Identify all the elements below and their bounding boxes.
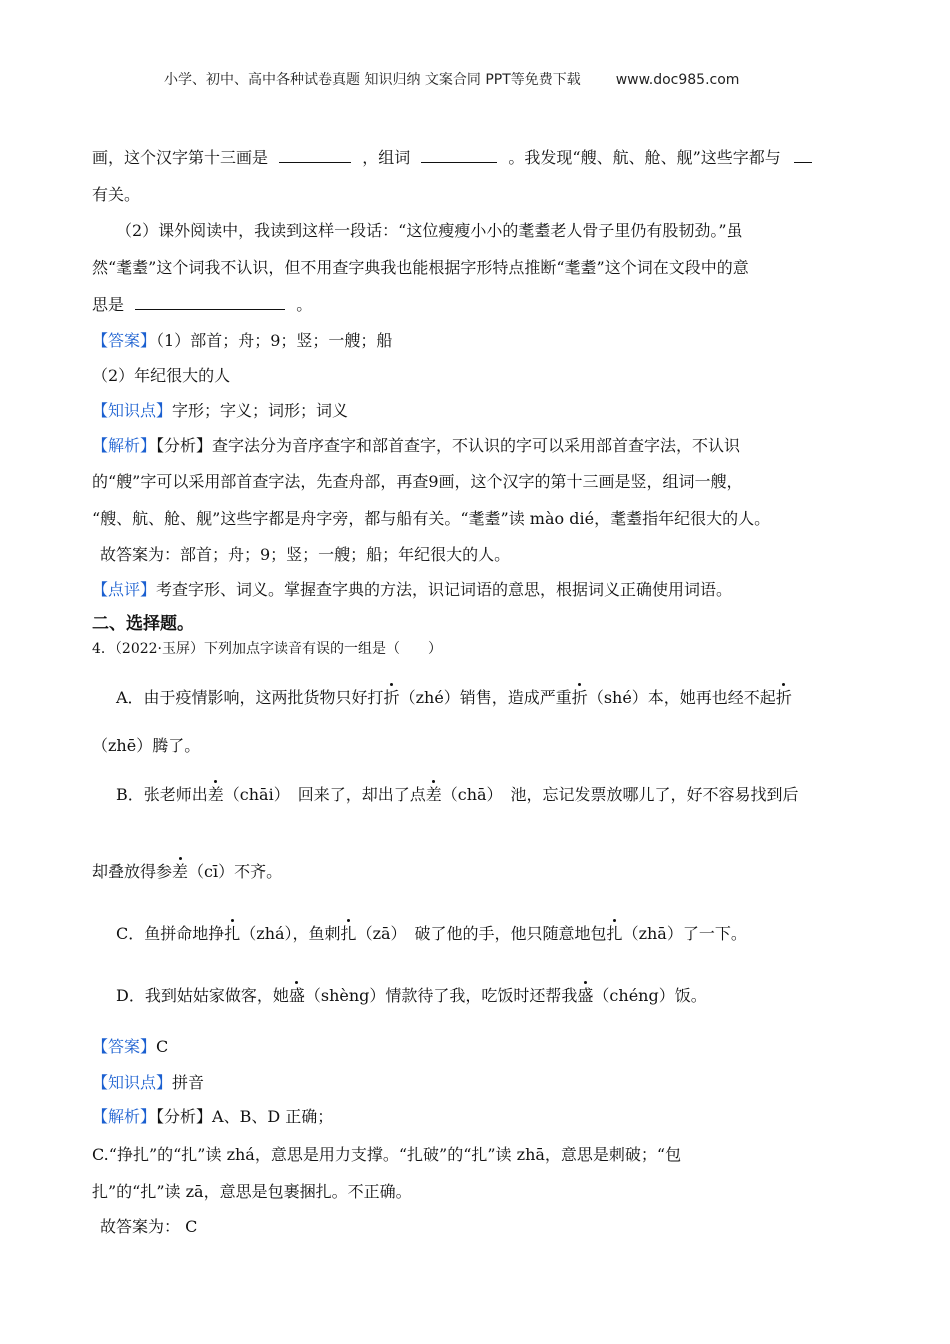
header-url: www.doc985.com [615,72,740,88]
q4-option-a-line2: （zhē）腾了。 [92,736,201,755]
q3-answer: 【答案】（1）部首；舟；9；竖；一艘；船 [92,331,393,350]
answer-label: 【答案】 [92,331,157,350]
dotted-char: 扎 [340,924,357,943]
q4-option-a-line1: A．由于疫情影响，这两批货物只好打折（zhé）销售，造成严重折（shé）本，她再也经不起折 [116,688,792,707]
dotted-char: 折 [571,688,588,707]
q3-comment: 【点评】考查字形、词义。掌握查字典的方法，识记词语的意思，根据词义正确使用词语。 [92,580,733,599]
q4-knowledge-point: 【知识点】拼音 [92,1073,205,1092]
dotted-char: 差 [172,862,189,881]
q4-option-b-line2: 却叠放得参差（cī）不齐。 [92,862,283,881]
q4-option-c: C．鱼拼命地挣扎（zhá），鱼刺扎（zā） 破了他的手，他只随意地包扎（zhā）了一下。 [116,924,747,943]
knowledge-point-label: 【知识点】 [92,1073,173,1092]
q3-answer-2: （2）年纪很大的人 [92,366,231,385]
q4-stem: 4．（2022·玉屏）下列加点字读音有误的一组是（ ） [92,641,442,657]
q4-answer: 【答案】C [92,1037,169,1056]
q3-analysis-line3: “艘、航、舱、舰”这些字都是舟字旁，都与船有关。“耄耋”读 mào dié，耄耋指年纪很大的人。 [92,509,771,528]
analysis-label: 【解析】 [92,436,157,455]
answer-blank [279,148,351,163]
dotted-char: 盛 [577,986,594,1005]
q3-part2-line1: （2）课外阅读中，我读到这样一段话：“这位瘦瘦小小的耄耋老人骨子里仍有股韧劲。”虽 [116,221,743,240]
answer-blank [421,148,497,163]
dotted-char: 扎 [606,924,623,943]
header-text: 小学、初中、高中各种试卷真题 知识归纳 文案合同 PPT等免费下载 [164,72,581,88]
q3-part2-line2: 然“耄耋”这个词我不认识，但不用查字典我也能根据字形特点推断“耄耋”这个词在文段中的意 [92,258,749,277]
q3-knowledge-point: 【知识点】字形；字义；词形；词义 [92,401,349,420]
page-header [164,70,739,90]
q3-analysis-line2: 的“艘”字可以采用部首查字法，先查舟部，再查9画，这个汉字的第十三画是竖，组词一艘， [92,472,743,491]
section-title: 二、选择题。 [92,614,194,634]
q3-analysis-line1: 【解析】【分析】查字法分为音序查字和部首查字，不认识的字可以采用部首查字法，不认识 [92,436,741,455]
q3-analysis-line4: 故答案为：部首；舟；9；竖；一艘；船；年纪很大的人。 [100,545,511,564]
q4-option-b-line1: B．张老师出差（chāi） 回来了，却出了点差（chā） 池，忘记发票放哪儿了，好不容易找到后 [116,785,799,804]
knowledge-point-label: 【知识点】 [92,401,173,420]
dotted-char: 盛 [288,986,305,1005]
dotted-char: 扎 [224,924,241,943]
dotted-char: 折 [775,688,792,707]
analysis-label: 【解析】 [92,1107,157,1126]
q3-line1: 画，这个汉字第十三画是 ，组词 。我发现“艘、航、舱、舰”这些字都与 [92,148,812,168]
q4-analysis-line2: C.“挣扎”的“扎”读 zhá，意思是用力支撑。“扎破”的“扎”读 zhā，意思是刺破；“包 [92,1145,682,1164]
answer-blank [794,148,812,163]
dotted-char: 折 [383,688,400,707]
comment-label: 【点评】 [92,580,157,599]
q3-line2: 有关。 [92,185,141,204]
dotted-char: 差 [425,785,442,804]
q3-part2-line3: 思是 。 [92,295,313,314]
answer-blank [135,295,285,310]
q4-analysis-line3: 扎”的“扎”读 zā，意思是包裹捆扎。不正确。 [92,1182,412,1201]
q4-option-d: D．我到姑姑家做客，她盛（shèng）情款待了我，吃饭时还帮我盛（chéng）饭。 [116,986,707,1005]
answer-label: 【答案】 [92,1037,157,1056]
q4-analysis-line1: 【解析】【分析】A、B、D 正确； [92,1107,334,1126]
dotted-char: 差 [207,785,224,804]
q4-analysis-line4: 故答案为： C [100,1217,198,1236]
